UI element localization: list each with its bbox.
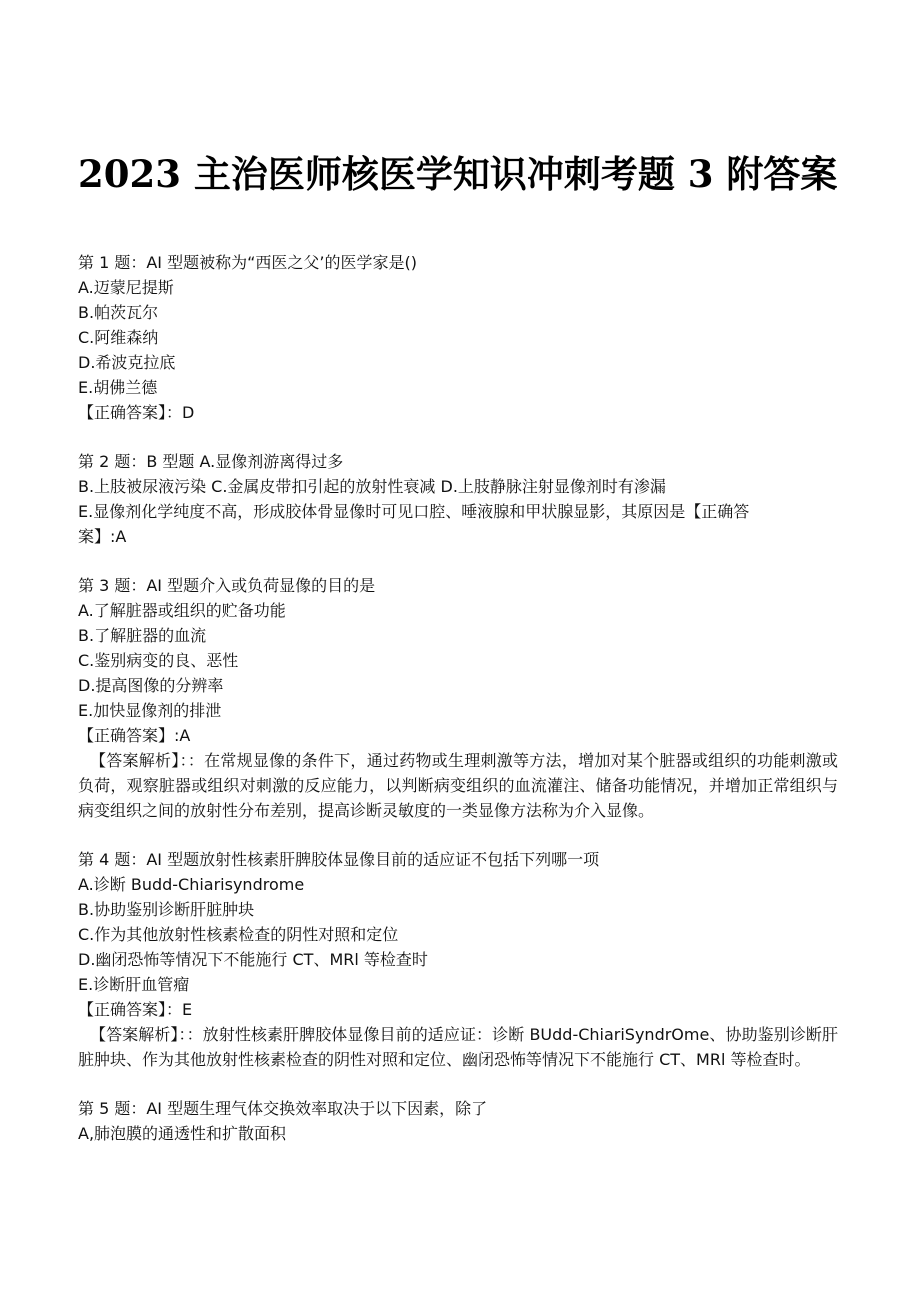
question-stem: 第 5 题：AI 型题生理气体交换效率取决于以下因素，除了 — [78, 1099, 488, 1118]
option-a: A,肺泡膜的通透性和扩散面积 — [78, 1124, 287, 1143]
option-e: E.加快显像剂的排泄 — [78, 701, 222, 720]
question-stem: 第 3 题：AI 型题介入或负荷显像的目的是 — [78, 576, 376, 595]
answer-analysis: 【答案解析】：：在常规显像的条件下，通过药物或生理刺激等方法，增加对某个脏器或组织的功能刺激或负荷，观察脏器或组织对刺激的反应能力，以判断病变组织的血流灌注、储备功能情况，并增加正常组织与病变组织之间的放射性分布差别，提高诊断灵敏度的一类显像方法称为介入显像。 — [78, 751, 838, 820]
document-title: 2023 主治医师核医学知识冲刺考题 3 附答案 — [78, 152, 838, 196]
correct-answer: 【正确答案】：E — [78, 1000, 193, 1019]
question-stem: 第 1 题：AI 型题被称为“西医之父’的医学家是() — [78, 253, 417, 272]
question-line: E.显像剂化学纯度不高，形成胶体骨显像时可见口腔、唾液腺和甲状腺显影，其原因是【正确答 — [78, 502, 750, 521]
question-4 — [78, 847, 838, 1072]
option-d: D.希波克拉底 — [78, 353, 176, 372]
question-stem: 第 4 题：AI 型题放射性核素肝脾胶体显像目前的适应证不包括下列哪一项 — [78, 850, 600, 869]
option-b: B.协助鉴别诊断肝脏肿块 — [78, 900, 255, 919]
option-a: A.迈蒙尼提斯 — [78, 278, 174, 297]
option-a: A.诊断 Budd-Chiarisyndrome — [78, 875, 305, 894]
option-c: C.阿维森纳 — [78, 328, 159, 347]
option-c: C.作为其他放射性核素检查的阴性对照和定位 — [78, 925, 399, 944]
question-1 — [78, 250, 838, 425]
option-c: C.鉴别病变的良、恶性 — [78, 651, 239, 670]
question-3 — [78, 573, 838, 823]
question-line: 案】:A — [78, 527, 127, 546]
correct-answer: 【正确答案】:A — [78, 726, 191, 745]
option-d: D.提高图像的分辨率 — [78, 676, 224, 695]
document-body — [78, 250, 838, 1170]
question-line: B.上肢被尿液污染 C.金属皮带扣引起的放射性衰减 D.上肢静脉注射显像剂时有渗漏 — [78, 477, 666, 496]
option-d: D.幽闭恐怖等情况下不能施行 CT、MRl 等检查时 — [78, 950, 428, 969]
correct-answer: 【正确答案】：D — [78, 403, 195, 422]
question-5 — [78, 1096, 838, 1146]
question-2 — [78, 449, 838, 549]
option-e: E.胡佛兰德 — [78, 378, 158, 397]
question-line: 第 2 题：B 型题 A.显像剂游离得过多 — [78, 452, 344, 471]
option-b: B.帕茨瓦尔 — [78, 303, 159, 322]
answer-analysis: 【答案解析】：：放射性核素肝脾胶体显像目前的适应证：诊断 BUdd-ChiariSyndrOme、协助鉴别诊断肝脏肿块、作为其他放射性核素检查的阴性对照和定位、幽闭恐怖等情况下不能施行 CT、MRl 等检查时。 — [78, 1025, 838, 1069]
option-a: A.了解脏器或组织的贮备功能 — [78, 601, 286, 620]
option-e: E.诊断肝血管瘤 — [78, 975, 190, 994]
option-b: B.了解脏器的血流 — [78, 626, 207, 645]
